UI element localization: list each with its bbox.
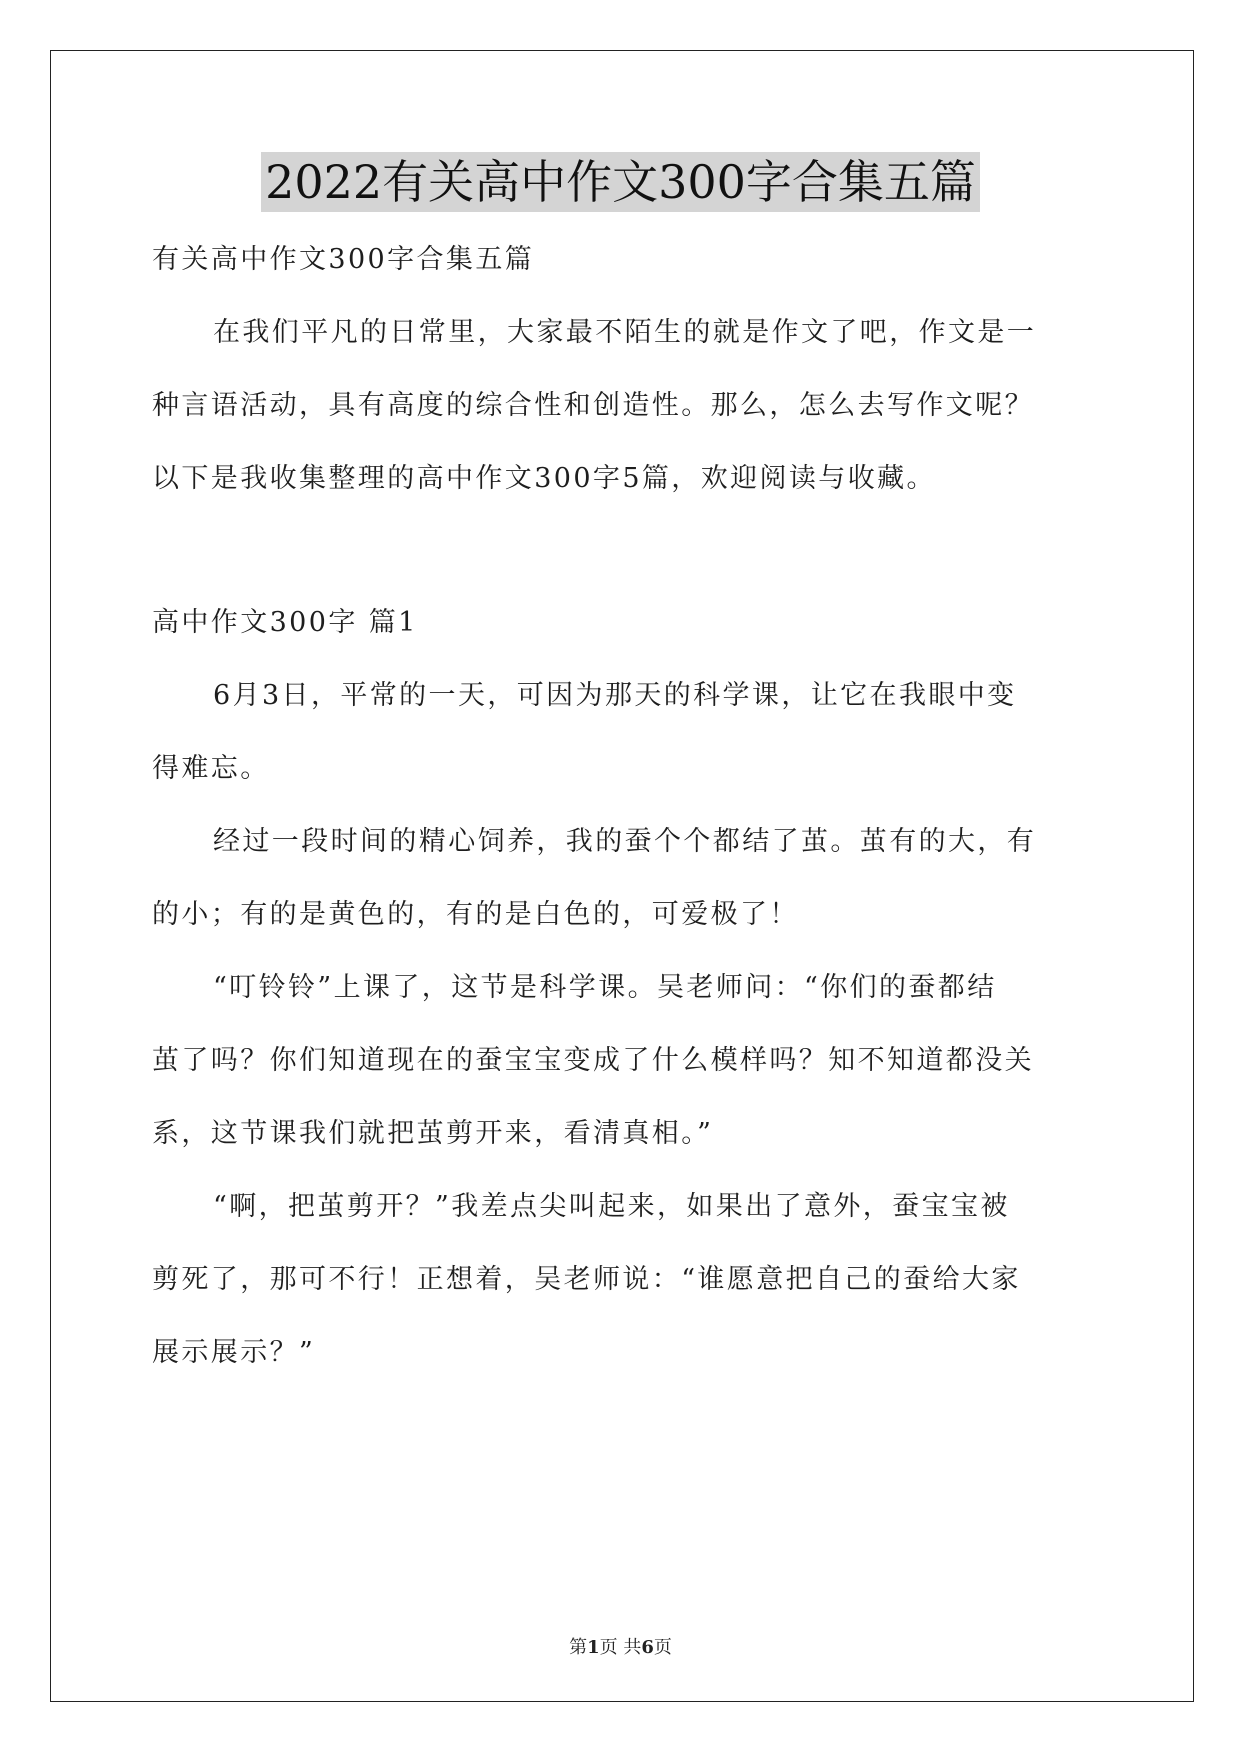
page-footer bbox=[0, 1633, 1241, 1659]
paragraph-line: “啊，把茧剪开？”我差点尖叫起来，如果出了意外，蚕宝宝被 bbox=[213, 1191, 1010, 1222]
paragraph-line: 展示展示？” bbox=[152, 1337, 316, 1368]
page-border bbox=[50, 50, 1194, 1702]
footer-mid: 页 共 bbox=[599, 1637, 642, 1658]
footer-page-number: 1 bbox=[587, 1637, 600, 1658]
document-subtitle: 有关高中作文300字合集五篇 bbox=[152, 244, 535, 275]
footer-suffix: 页 bbox=[653, 1637, 672, 1658]
intro-line-1: 在我们平凡的日常里，大家最不陌生的就是作文了吧，作文是一 bbox=[213, 317, 1037, 348]
paragraph-line: 的小；有的是黄色的，有的是白色的，可爱极了！ bbox=[152, 899, 799, 930]
paragraph-line: 剪死了，那可不行！正想着，吴老师说：“谁愿意把自己的蚕给大家 bbox=[152, 1264, 1021, 1295]
paragraph-line: 6月3日，平常的一天，可因为那天的科学课，让它在我眼中变 bbox=[213, 680, 1017, 711]
paragraph-line: 系，这节课我们就把茧剪开来，看清真相。” bbox=[152, 1118, 714, 1149]
paragraph-line: 经过一段时间的精心饲养，我的蚕个个都结了茧。茧有的大，有 bbox=[213, 826, 1037, 857]
paragraph-line: 茧了吗？你们知道现在的蚕宝宝变成了什么模样吗？知不知道都没关 bbox=[152, 1045, 1034, 1076]
footer-prefix: 第 bbox=[569, 1637, 588, 1658]
paragraph-line: 得难忘。 bbox=[152, 753, 270, 784]
title-container bbox=[0, 152, 1241, 212]
document-title: 2022有关高中作文300字合集五篇 bbox=[261, 152, 980, 212]
footer-total-pages: 6 bbox=[641, 1637, 654, 1658]
intro-line-3: 以下是我收集整理的高中作文300字5篇，欢迎阅读与收藏。 bbox=[152, 463, 936, 494]
intro-line-2: 种言语活动，具有高度的综合性和创造性。那么，怎么去写作文呢？ bbox=[152, 390, 1034, 421]
section-heading: 高中作文300字 篇1 bbox=[152, 607, 418, 638]
paragraph-line: “叮铃铃”上课了，这节是科学课。吴老师问：“你们的蚕都结 bbox=[213, 972, 997, 1003]
